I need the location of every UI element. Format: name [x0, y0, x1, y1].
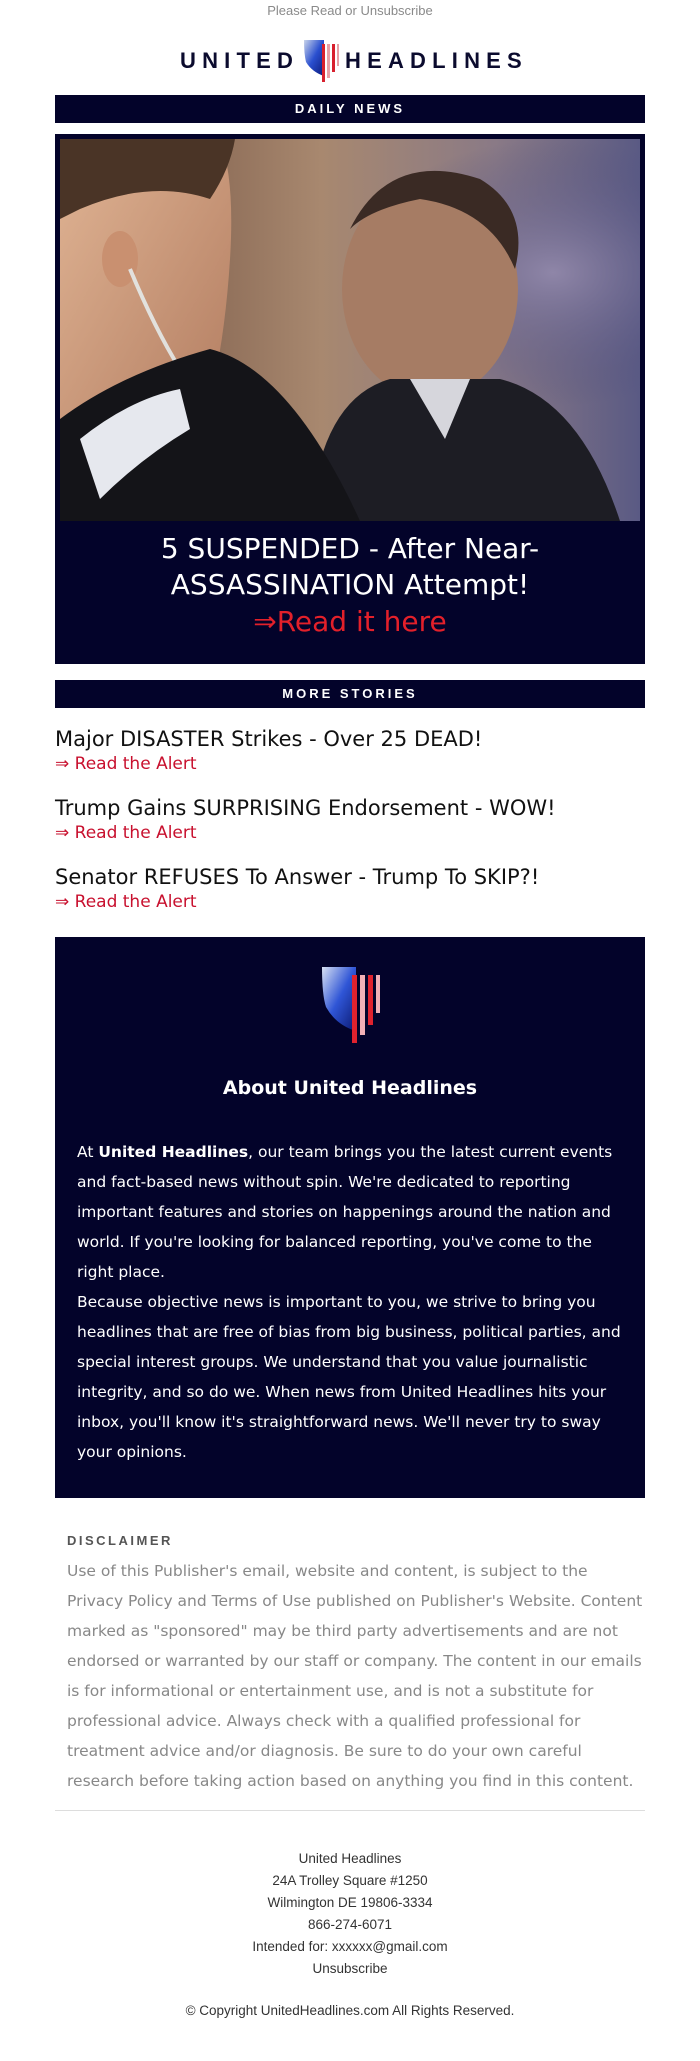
about-paragraph: [77, 1137, 627, 1287]
story-item[interactable]: [55, 794, 655, 844]
footer-company: United Headlines: [298, 1851, 402, 1866]
story-item[interactable]: [55, 863, 655, 913]
brand-word-headlines: HEADLINES: [345, 48, 528, 73]
divider: [55, 1810, 645, 1811]
footer-address-2: Wilmington DE 19806-3334: [267, 1895, 433, 1910]
story-read-link[interactable]: ⇒ Read the Alert: [55, 892, 197, 912]
story-headline[interactable]: Trump Gains SURPRISING Endorsement - WOW!: [55, 796, 556, 820]
footer-address-1: 24A Trolley Square #1250: [272, 1873, 428, 1888]
section-band-daily-news: DAILY NEWS: [55, 95, 645, 123]
about-text: , our team brings you the latest current events and fact-based news without spin. We're dedicated to reporting important features and stories on happenings around the nation and world. If you're looking for balanced reporting, you've come to the right place.: [77, 1143, 613, 1281]
about-section: [55, 937, 645, 1498]
story-read-link[interactable]: ⇒ Read the Alert: [55, 754, 197, 774]
hero-headline[interactable]: 5 SUSPENDED - After Near-ASSASSINATION Attempt!: [160, 532, 540, 601]
section-band-more-stories: MORE STORIES: [55, 680, 645, 708]
about-title: About United Headlines: [222, 1077, 478, 1099]
about-text: At: [77, 1143, 99, 1161]
hero-read-link[interactable]: ⇒Read it here: [253, 605, 447, 638]
story-read-link[interactable]: ⇒ Read the Alert: [55, 823, 197, 843]
hero-photo[interactable]: [60, 139, 640, 521]
hero-story[interactable]: [55, 134, 645, 664]
copyright: © Copyright UnitedHeadlines.com All Rights Reserved.: [185, 2003, 515, 2018]
disclaimer-text: Use of this Publisher's email, website and content, is subject to the Privacy Policy and Terms of Use published on Publisher's Website. Content marked as "sponsored" may be third party advertisements and are not endorsed or warranted by our staff or company. The content in our emails is for informational or entertainment use, and is not a substitute for professional advice. Always check with a qualified professional for treatment advice and/or diagnosis. Be sure to do your own careful research before taking action based on anything you find in this content.: [67, 1562, 643, 1790]
preheader-link[interactable]: Please Read or Unsubscribe: [267, 3, 433, 18]
story-headline[interactable]: Major DISASTER Strikes - Over 25 DEAD!: [55, 727, 483, 751]
about-paragraph: Because objective news is important to you, we strive to bring you headlines that are free of bias from big business, political parties, and special interest groups. We understand that you value journalistic integrity, and so do we. When news from United Headlines hits your inbox, you'll know it's straightforward news. We'll never try to sway your opinions.: [77, 1293, 621, 1461]
story-item[interactable]: [55, 725, 655, 775]
about-brand-bold: United Headlines: [98, 1143, 249, 1161]
shield-flag-icon: [302, 38, 342, 84]
story-headline[interactable]: Senator REFUSES To Answer - Trump To SKIP?!: [55, 865, 540, 889]
disclaimer-heading: DISCLAIMER: [67, 1533, 173, 1548]
footer: [0, 1848, 700, 1980]
shield-flag-icon: [320, 965, 382, 1045]
footer-intended-for: Intended for: xxxxxx@gmail.com: [252, 1939, 448, 1954]
brand-word-united: UNITED: [180, 48, 300, 73]
footer-unsubscribe-link[interactable]: Unsubscribe: [312, 1961, 388, 1976]
footer-phone: 866-274-6071: [307, 1917, 393, 1932]
brand-logo[interactable]: [0, 38, 700, 82]
